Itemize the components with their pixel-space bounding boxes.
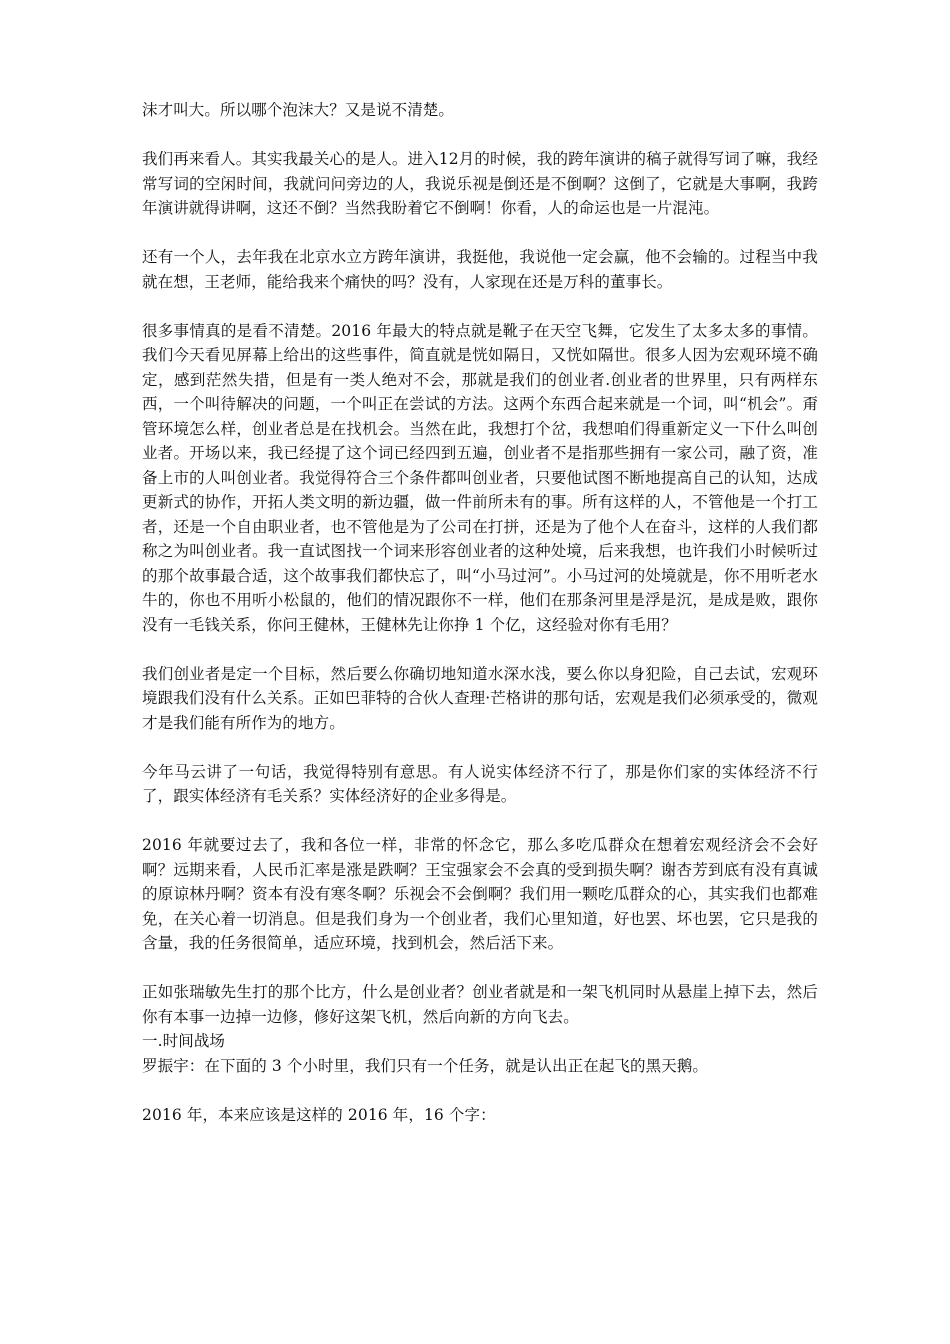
speaker-line: 罗振宇：在下面的 3 个小时里，我们只有一个任务，就是认出正在起飞的黑天鹅。 [142,1056,709,1075]
paragraph-5: 我们创业者是定一个目标，然后要么你确切地知道水深水浅，要么你以身犯险，自己去试，宏观环境跟我们没有什么关系。正如巴菲特的合伙人查理·芒格讲的那句话，宏观是我们必须承受的，微观才是我们能有所作为的地方。 [142,664,818,732]
paragraph-9: 2016 年，本来应该是这样的 2016 年，16 个字： [142,1105,496,1124]
paragraph-3: 还有一个人，去年我在北京水立方跨年演讲，我挺他，我说他一定会赢，他不会输的。过程当中我就在想，王老师，能给我来个痛快的吗？没有，人家现在还是万科的董事长。 [142,248,818,291]
paragraph-4: 很多事情真的是看不清楚。2016 年最大的特点就是靴子在天空飞舞，它发生了太多太多的事情。我们今天看见屏幕上给出的这些事件，简直就是恍如隔日，又恍如隔世。很多人因为宏观环境不确定，感到茫然失措，但是有一类人绝对不会，那就是我们的创业者.创业者的世界里，只有两样东西，一个叫待解决的问题，一个叫正在尝试的方法。这两个东西合起来就是一个词，叫“机会”。甭管环境怎么样，创业者总是在找机会。当然在此，我想打个岔，我想咱们得重新定义一下什么叫创业者。开场以来，我已经提了这个词已经四到五遍，创业者不是指那些拥有一家公司，融了资，准备上市的人叫创业者。我觉得符合三个条件都叫创业者，只要他试图不断地提高自己的认知，达成更新式的协作，开拓人类文明的新边疆，做一件前所未有的事。所有这样的人，不管他是一个打工者，还是一个自由职业者，也不管他是为了公司在打拼，还是为了他个人在奋斗，这样的人我们都称之为叫创业者。我一直试图找一个词来形容创业者的这种处境，后来我想，也许我们小时候听过的那个故事最合适，这个故事我们都快忘了，叫“小马过河”。小马过河的处境就是，你不用听老水牛的，你也不用听小松鼠的，他们的情况跟你不一样，他们在那条河里是浮是沉，是成是败，跟你没有一毛钱关系，你问王健林，王健林先让你挣 1 个亿，这经验对你有毛用？ [142,321,818,634]
paragraph-8: 正如张瑞敏先生打的那个比方，什么是创业者？创业者就是和一架飞机同时从悬崖上掉下去，然后你有本事一边掉一边修，修好这架飞机，然后向新的方向飞去。 [142,983,818,1026]
section-heading: 一.时间战场 [142,1032,226,1050]
document-page [142,98,818,1152]
paragraph-6: 今年马云讲了一句话，我觉得特别有意思。有人说实体经济不行了，那是你们家的实体经济不行了，跟实体经济有毛关系？实体经济好的企业多得是。 [142,762,818,805]
paragraph-1: 沫才叫大。所以哪个泡沫大？又是说不清楚。 [142,101,455,119]
paragraph-7: 2016 年就要过去了，我和各位一样，非常的怀念它，那么多吃瓜群众在想着宏观经济会不会好啊？远期来看，人民币汇率是涨是跌啊？王宝强家会不会真的受到损失啊？谢杏芳到底有没有真诚的原谅林丹啊？资本有没有寒冬啊？乐视会不会倒啊？我们用一颗吃瓜群众的心，其实我们也都难免，在关心着一切消息。但是我们身为一个创业者，我们心里知道，好也罢、坏也罢，它只是我的含量，我的任务很简单，适应环境，找到机会，然后活下来。 [142,836,818,952]
closing-block [142,980,818,1078]
paragraph-2: 我们再来看人。其实我最关心的是人。进入12月的时候，我的跨年演讲的稿子就得写词了嘛，我经常写词的空闲时间，我就问问旁边的人，我说乐视是倒还是不倒啊？这倒了，它就是大事啊，我跨年演讲就得讲啊，这还不倒？当然我盼着它不倒啊！你看，人的命运也是一片混沌。 [142,150,818,217]
